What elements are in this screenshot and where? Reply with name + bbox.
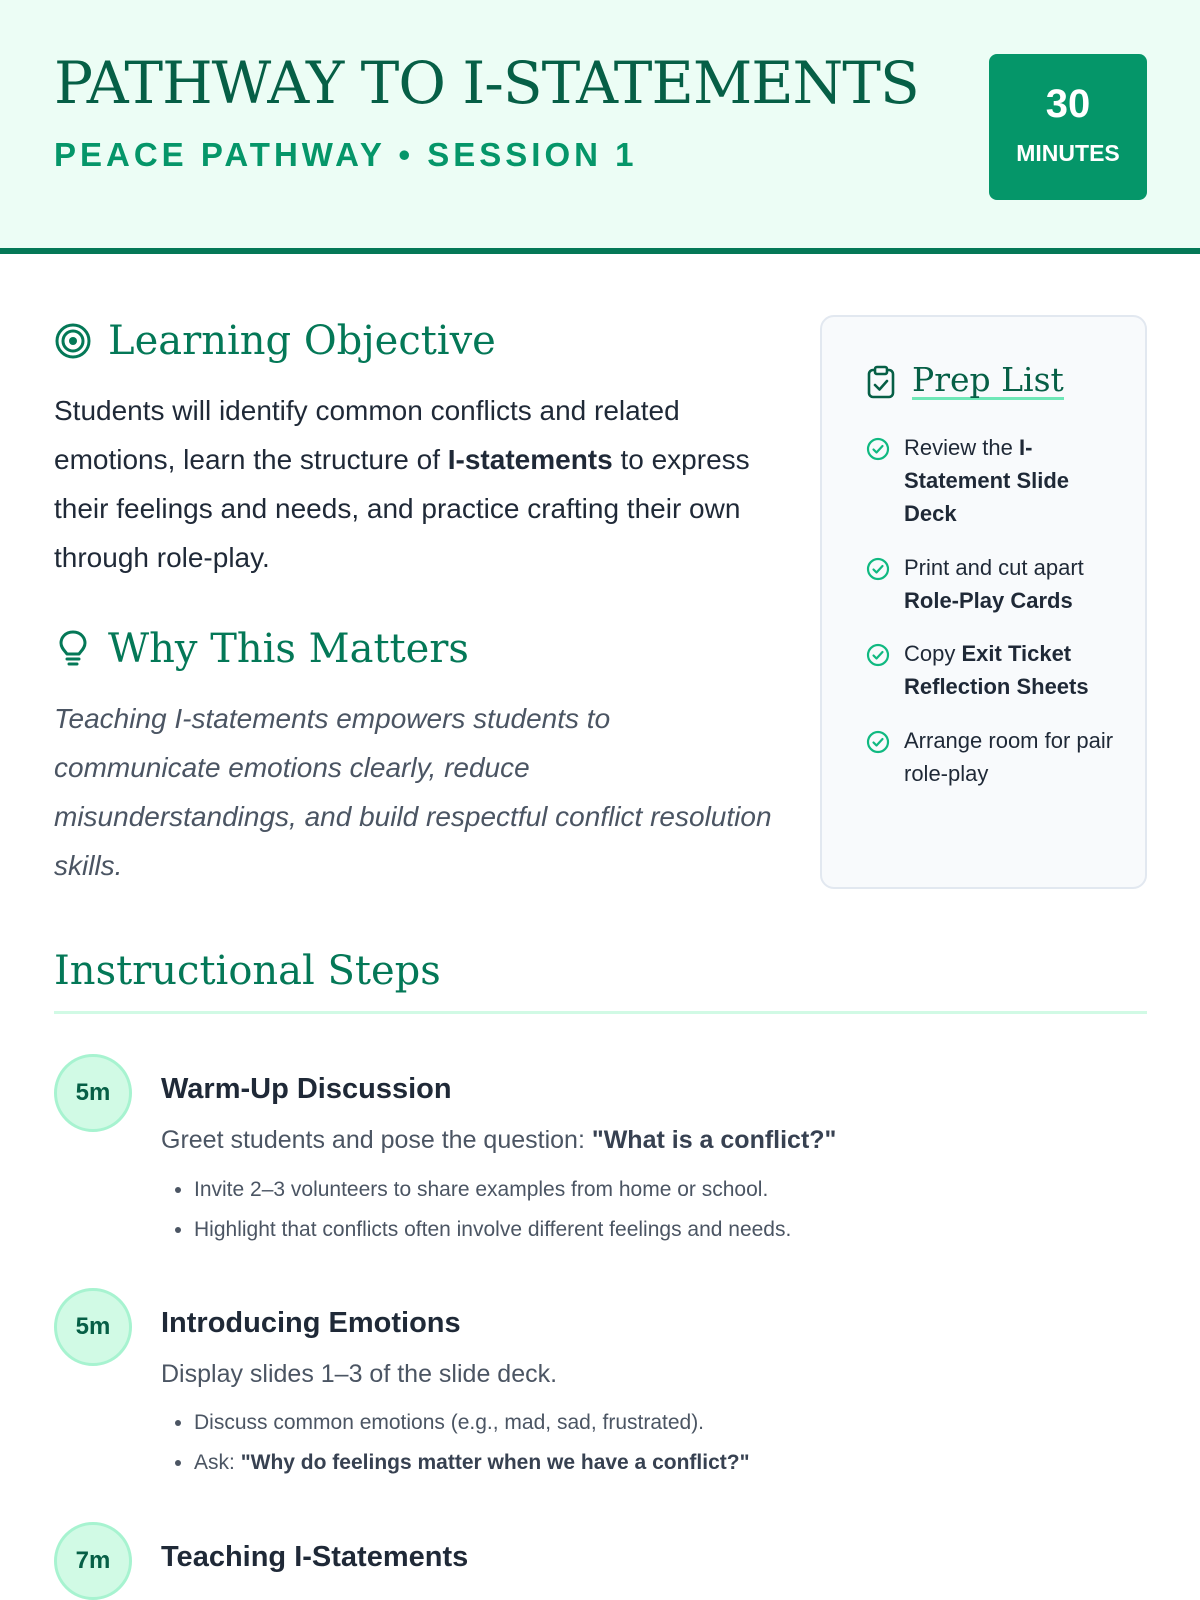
duration-unit: MINUTES <box>1016 140 1120 166</box>
clipboard-check-icon <box>866 365 896 399</box>
objective-heading <box>54 318 496 364</box>
prep-list-heading <box>866 360 1064 400</box>
step-duration-badge: 5m <box>54 1054 132 1132</box>
prep-list-card <box>820 315 1147 889</box>
why-text: Teaching I-statements empowers students to communicate emotions clearly, reduce misunderstandings, and build respectful conflict resolution skills. <box>54 703 772 881</box>
check-circle-icon <box>866 437 890 461</box>
list-item: • Ask: "Why do feelings matter when we have a conflict?" <box>194 1443 750 1483</box>
page-subtitle: PEACE PATHWAY • SESSION 1 <box>54 136 638 173</box>
prep-list-heading-text: Prep List <box>912 360 1064 399</box>
objective-text: Students will identify common conflicts and related emotions, learn the structure of I-statements to express their feelings and needs, and practice crafting their own through role-play. <box>54 395 750 573</box>
duration-badge <box>989 54 1147 200</box>
check-circle-icon <box>866 643 890 667</box>
lightbulb-icon <box>54 629 92 669</box>
step-bullets <box>161 1170 791 1250</box>
step-bullets <box>161 1403 750 1483</box>
step-description: Display slides 1–3 of the slide deck. <box>161 1360 558 1388</box>
check-circle-icon <box>866 730 890 754</box>
step-title: Introducing Emotions <box>161 1307 461 1339</box>
page-title: PATHWAY TO I-STATEMENTS <box>54 49 919 117</box>
prep-item: Print and cut apart Role-Play Cards <box>866 551 1116 617</box>
step-duration-badge: 7m <box>54 1522 132 1600</box>
divider <box>54 1011 1147 1014</box>
duration-value: 30 <box>1045 82 1091 126</box>
list-item: • Discuss common emotions (e.g., mad, sad, frustrated). <box>194 1403 750 1443</box>
step-description: Greet students and pose the question: "What is a conflict?" <box>161 1126 837 1154</box>
why-heading-text: Why This Matters <box>108 626 469 672</box>
list-item: • Highlight that conflicts often involve different feelings and needs. <box>194 1210 791 1250</box>
objective-keyword: I-statements <box>447 444 613 475</box>
why-heading <box>54 626 469 672</box>
target-icon <box>54 322 92 360</box>
step-title: Teaching I-Statements <box>161 1541 469 1573</box>
steps-title: Instructional Steps <box>54 948 441 994</box>
page-header <box>0 0 1200 254</box>
check-circle-icon <box>866 557 890 581</box>
objective-heading-text: Learning Objective <box>108 318 496 364</box>
prep-item: Arrange room for pair role-play <box>866 724 1116 790</box>
prep-item: Copy Exit Ticket Reflection Sheets <box>866 637 1116 703</box>
prep-item: Review the I-Statement Slide Deck <box>866 431 1116 530</box>
step-title: Warm-Up Discussion <box>161 1073 452 1105</box>
step-duration-badge: 5m <box>54 1288 132 1366</box>
list-item: • Invite 2–3 volunteers to share examples from home or school. <box>194 1170 791 1210</box>
